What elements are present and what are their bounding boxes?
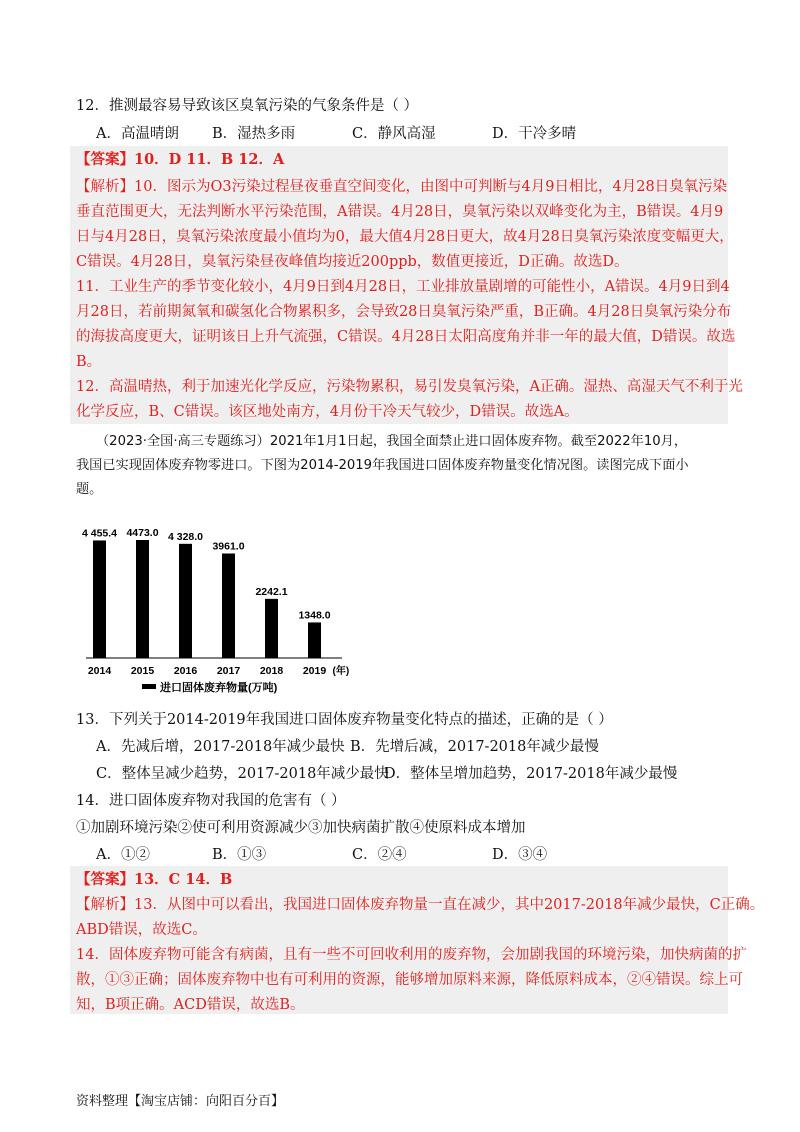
x-tick-label: 2017 <box>216 665 241 677</box>
question-14-option-a: A．①② <box>96 847 150 863</box>
import-waste-bar-chart <box>80 520 360 700</box>
question-14-option-c: C．②④ <box>352 847 407 863</box>
question-14-option-b: B．①③ <box>212 847 267 863</box>
bar <box>265 599 278 658</box>
analysis-1-line: 的海拔高度更大，证明该日上升气流强，C错误。4月28日太阳高度角并非一年的最大值，D错误。故选 <box>76 329 736 345</box>
answer-1-key: 【答案】10．D 11．B 12．A <box>76 151 285 168</box>
question-13-stem: 13．下列关于2014-2019年我国进口固体废弃物量变化特点的描述，正确的是（ ） <box>76 712 613 728</box>
bar <box>308 622 321 658</box>
question-13-option-d: D．整体呈增加趋势，2017-2018年减少最慢 <box>384 766 678 782</box>
bar-value-label: 4473.0 <box>126 527 159 539</box>
x-tick-label: 2018 <box>259 665 284 677</box>
bar-value-label: 4 328.0 <box>167 530 204 543</box>
analysis-1-line: 垂直范围更大，无法判断水平污染范围，A错误。4月28日，臭氧污染以双峰变化为主，B错误。4月9 <box>76 204 724 220</box>
analysis-1-line: 日与4月28日，臭氧污染浓度最小值均为0，最大值4月28日更大，故4月28日臭氧污染浓度变幅更大， <box>76 229 734 245</box>
bar <box>179 544 192 658</box>
footer-source: 资料整理【淘宝店铺：向阳百分百】 <box>76 1094 285 1109</box>
question-12-stem: 12．推测最容易导致该区臭氧污染的气象条件是（ ） <box>76 98 419 114</box>
analysis-1-line: 【解析】10．图示为O3污染过程昼夜垂直空间变化，由图中可判断与4月9日相比，4月28日臭氧污染 <box>76 179 728 195</box>
analysis-2-line: 知，B项正确。ACD错误，故选B。 <box>76 997 305 1013</box>
intro-line: 题。 <box>76 482 103 497</box>
analysis-1-line: B。 <box>76 354 102 370</box>
question-14-items: ①加剧环境污染②使可利用资源减少③加快病菌扩散④使原料成本增加 <box>76 820 526 836</box>
question-12-option-c: C．静风高湿 <box>352 126 436 142</box>
bar-value-label: 2242.1 <box>255 585 288 598</box>
legend-label: 进口固体废弃物量(万吨) <box>160 682 278 694</box>
bar <box>136 540 149 658</box>
analysis-2-line: 14．固体废弃物可能含有病菌，且有一些不可回收利用的废弃物，会加剧我国的环境污染，加快病菌的扩 <box>76 947 747 963</box>
question-12-option-d: D．干冷多晴 <box>492 126 577 142</box>
analysis-2-line: 散，①③正确；固体废弃物中也有可利用的资源，能够增加原料来源，降低原料成本，②④错误。综上可 <box>76 972 743 988</box>
intro-line: （2023·全国·高三专题练习）2021年1月1日起，我国全面禁止进口固体废弃物。截至2022年10月， <box>96 434 688 449</box>
x-tick-label: 2016 <box>173 665 198 677</box>
question-14-stem: 14．进口固体废弃物对我国的危害有（ ） <box>76 793 346 809</box>
analysis-1-line: 12．高温晴热，利于加速光化学反应，污染物累积，易引发臭氧污染，A正确。湿热、高湿天气不利于光 <box>76 379 743 395</box>
x-tick-label: 2015 <box>130 665 155 677</box>
question-13-option-a: A．先减后增，2017-2018年减少最快 <box>96 739 345 755</box>
intro-line: 我国已实现固体废弃物零进口。下图为2014-2019年我国进口固体废弃物量变化情况图。读图完成下面小 <box>76 458 689 473</box>
bar <box>93 540 106 658</box>
analysis-2-line: 【解析】13．从图中可以看出，我国进口固体废弃物量一直在减少，其中2017-2018年减少最快，C正确。 <box>76 897 765 913</box>
question-13-option-b: B．先增后减，2017-2018年减少最慢 <box>350 739 599 755</box>
bar-value-label: 3961.0 <box>212 540 245 553</box>
question-12-option-b: B．湿热多雨 <box>212 126 296 142</box>
analysis-1-line: 月28日，若前期氮氧和碳氢化合物累积多，会导致28日臭氧污染严重，B正确。4月28日臭氧污染分布 <box>76 304 732 320</box>
analysis-1-line: 化学反应，B、C错误。该区地处南方，4月份干冷天气较少，D错误。故选A。 <box>76 404 579 420</box>
bar <box>222 554 235 658</box>
x-tick-label: 2014 <box>87 665 112 677</box>
answer-2-key: 【答案】13．C 14．B <box>76 871 233 888</box>
analysis-1-line: C错误。4月28日，臭氧污染昼夜峰值均接近200ppb，数值更接近，D正确。故选D。 <box>76 254 629 270</box>
question-14-option-d: D．③④ <box>492 847 548 863</box>
analysis-1-line: 11．工业生产的季节变化较小，4月9日到4月28日，工业排放量剧增的可能性小，A错误。4月9日到4 <box>76 279 730 295</box>
bar-value-label: 1348.0 <box>298 609 331 622</box>
analysis-2-line: ABD错误，故选C。 <box>76 922 207 938</box>
legend-swatch <box>142 684 156 689</box>
x-unit-label: (年) <box>332 666 350 677</box>
question-13-option-c: C．整体呈减少趋势，2017-2018年减少最快 <box>96 766 389 782</box>
bar-value-label: 4 455.4 <box>81 527 118 540</box>
question-12-option-a: A．高温晴朗 <box>96 126 179 142</box>
x-tick-label: 2019 <box>302 665 327 677</box>
